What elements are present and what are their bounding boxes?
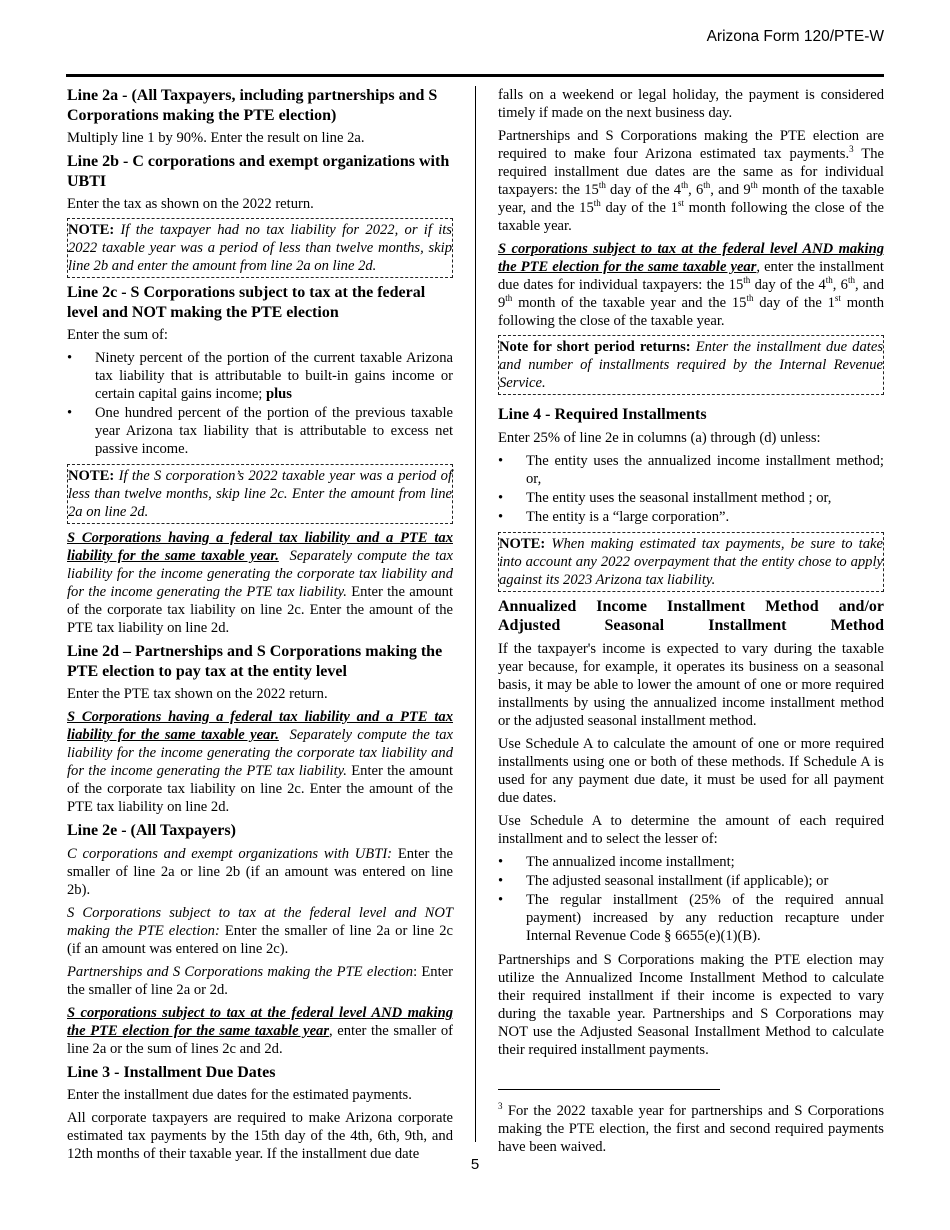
body-text: Enter the amount of the corporate tax liability on line 2c. Enter the amount of the PTE tax liability on line 2d. [67, 584, 453, 636]
para-line-2d: Enter the PTE tax shown on the 2022 return. [67, 686, 328, 702]
list-item: • The adjusted seasonal installment (if applicable); or [498, 872, 884, 890]
note-label: NOTE: [68, 222, 115, 238]
list-line-4 [498, 452, 884, 526]
superscript: th [593, 198, 601, 209]
superscript: th [847, 275, 855, 286]
list-item: • The entity uses the annualized income installment method; or, [498, 452, 884, 488]
body-text: day of the 1 [753, 295, 835, 311]
list-annualized [498, 853, 884, 945]
emphasis-text: S corporations subject to tax at the federal level AND making the PTE election for the same taxable year [67, 1004, 453, 1039]
superscript: st [834, 293, 841, 304]
plus-label: plus [266, 386, 292, 402]
emphasis-text: S corporations subject to tax at the federal level AND making the PTE election for the same taxable year [498, 241, 884, 275]
superscript: th [681, 180, 689, 191]
para-annualized-4: Partnerships and S Corporations making the PTE election may utilize the Annualized Income Installment Method to calculate their required installment if their income is expected to vary during the taxable year. Partnerships and S Corporations may NOT use the Adjusted Seasonal Installment Method to calculate their required installment payments. [498, 951, 884, 1058]
list-item [67, 404, 453, 458]
form-title: Arizona Form 120/PTE-W [706, 28, 884, 45]
body-text: month following the close of the taxable year. [498, 295, 884, 329]
note-text: If the S corporation’s 2022 taxable year was a period of less than twelve months, skip line 2c. Enter the amount from line 2a on line 2d. [68, 468, 452, 520]
note-text: If the taxpayer had no tax liability for 2022, or if its 2022 taxable year was a period of less than twelve months, skip line 2b and enter the amount from line 2a on line 2d. [68, 222, 452, 274]
list-item-text: One hundred percent of the portion of the previous taxable year Arizona tax liability that is attributable to excess net passive income. [95, 405, 453, 457]
note-box-short-period [498, 335, 884, 395]
para-line-4: Enter 25% of line 2e in columns (a) through (d) unless: [498, 429, 821, 446]
scorp-para-1 [67, 529, 453, 637]
body-text: Enter the smaller of line 2a or line 2c (if an amount was entered on line 2c). [67, 922, 453, 957]
para-annualized-3: Use Schedule A to determine the amount of each required installment and to select the lesser of: [498, 812, 884, 847]
body-text: , enter the smaller of line 2a or the sum of lines 2c and 2d. [67, 1022, 453, 1057]
para-line-2c: Enter the sum of: [67, 327, 168, 343]
superscript: th [746, 293, 754, 304]
list-item [67, 349, 453, 403]
para-annualized-1: If the taxpayer's income is expected to vary during the taxable year because, for example, it operates its business on a seasonal basis, it may be able to lower the amount of one or more required installments by using the annualized income installment method or the adjusted seasonal installment method. [498, 640, 884, 729]
body-text: , 6 [688, 182, 704, 198]
footnote-number: 3 [498, 1100, 503, 1111]
superscript: th [505, 293, 513, 304]
list-2c [67, 349, 453, 458]
body-text: , 6 [832, 277, 848, 293]
footnote-rule [498, 1089, 720, 1090]
italic-text: S Corporations subject to tax at the federal level and NOT making the PTE election: [67, 904, 453, 939]
heading-line-2a: Line 2a - (All Taxpayers, including partnerships and S Corporations making the PTE election) [67, 87, 438, 124]
para-line-2a: Multiply line 1 by 90%. Enter the result on line 2a. [67, 130, 365, 146]
superscript: th [743, 275, 751, 286]
list-item-text: Ninety percent of the portion of the current taxable Arizona tax liability that is attributable to built-in gains income or certain capital gains income; [95, 350, 453, 402]
list-item: • The regular installment (25% of the required annual payment) increased by any reduction recapture under Internal Revenue Code § 6655(e)(1)(B). [498, 891, 884, 945]
body-text: Enter the amount of the corporate tax liability on line 2c. Enter the amount of the PTE tax liability on line 2d. [67, 763, 453, 815]
list-item: • The entity is a “large corporation”. [498, 508, 884, 526]
body-text: Enter the smaller of line 2a or line 2b (if an amount was entered on line 2b). [67, 845, 453, 898]
note-label: NOTE: [68, 468, 115, 484]
note-label: NOTE: [499, 535, 546, 552]
list-item: • The entity uses the seasonal installment method ; or, [498, 489, 884, 507]
para-annualized-2: Use Schedule A to calculate the amount of one or more required installments using one or both of these methods. If Schedule A is used for any payment due date, it must be used for all payment due dates. [498, 735, 884, 806]
para-2e-scorp [67, 904, 453, 958]
body-text: , enter the installment due dates for individual taxpayers: the 15 [498, 259, 884, 293]
para-line-2b: Enter the tax as shown on the 2022 return. [67, 196, 314, 212]
footnote [498, 1102, 884, 1156]
note-label: Note for short period returns: [499, 339, 691, 355]
para-2e-scorp-pte [67, 1004, 453, 1058]
emphasis-text: S Corporations having a federal tax liability and a PTE tax liability for the same taxable year. [67, 709, 453, 743]
list-item: • The annualized income installment; [498, 853, 884, 871]
note-text: When making estimated tax payments, be sure to take into account any 2022 overpayment that the entity chose to apply against its 2023 Arizona tax liability. [499, 535, 883, 588]
note-box-overpayment [498, 532, 884, 592]
para-line-3a: Enter the installment due dates for the estimated payments. [67, 1087, 412, 1103]
heading-line-2b: Line 2b - C corporations and exempt organizations with UBTI [67, 153, 450, 190]
body-text: month of the taxable year and the 15 [512, 295, 747, 311]
heading-line-2d: Line 2d – Partnerships and S Corporations making the PTE election to pay tax at the entity level [67, 643, 443, 680]
header-rule [66, 74, 884, 77]
superscript: th [703, 180, 711, 191]
body-text: Partnerships and S Corporations making the PTE election are required to make four Arizona estimated tax payments. [498, 128, 884, 162]
emphasis-text: S Corporations having a federal tax liability and a PTE tax liability for the same taxable year. [67, 530, 453, 564]
body-text: , and 9 [498, 277, 884, 311]
body-text: month of the taxable year, and the 15 [498, 182, 885, 216]
italic-text: Partnerships and S Corporations making the PTE election [67, 963, 414, 980]
para-scorp-due-dates [498, 240, 884, 330]
para-pte-due-dates [498, 127, 884, 235]
italic-text: C corporations and exempt organizations with UBTI: [67, 845, 393, 862]
superscript: th [598, 180, 606, 191]
italic-text: Separately compute the tax liability for the income generating the corporate tax liability and for the income generating the PTE tax liability. [67, 727, 454, 779]
para-2e-ccorp [67, 845, 453, 899]
heading-line-2e: Line 2e - (All Taxpayers) [67, 822, 236, 839]
body-text: month following the close of the taxable year. [498, 200, 884, 234]
italic-text: Separately compute the tax liability for the income generating the corporate tax liability and for the income generating the PTE tax liability. [67, 548, 454, 600]
superscript: st [677, 198, 684, 209]
heading-text: Annualized Income Installment Method and/or Adjusted Seasonal Installment Method [498, 597, 884, 634]
right-column [498, 86, 884, 1161]
body-text: : Enter the smaller of line 2a or 2d. [67, 963, 453, 998]
left-column [67, 86, 453, 1168]
scorp-para-2 [67, 708, 453, 816]
body-text: day of the 1 [600, 200, 678, 216]
superscript: th [750, 180, 758, 191]
para-continued: falls on a weekend or legal holiday, the payment is considered timely if made on the next business day. [498, 87, 884, 121]
heading-line-2c: Line 2c - S Corporations subject to tax at the federal level and NOT making the PTE election [67, 284, 426, 321]
body-text: day of the 4 [750, 277, 826, 293]
heading-line-3: Line 3 - Installment Due Dates [67, 1063, 276, 1081]
footnote-ref: 3 [849, 144, 854, 155]
heading-annualized [498, 597, 884, 636]
body-text: The required installment due dates are the same as for individual taxpayers: the 15 [498, 146, 884, 198]
superscript: th [825, 275, 833, 286]
note-text: Enter the installment due dates and number of installments required by the Internal Revenue Service. [499, 339, 883, 391]
para-2e-pte [67, 963, 453, 999]
page-number: 5 [470, 1156, 480, 1173]
footnote-text: For the 2022 taxable year for partnerships and S Corporations making the PTE election, the first and second required payments have been waived. [498, 1102, 884, 1155]
column-divider [475, 86, 476, 1142]
note-box-2b [67, 218, 453, 278]
body-text: day of the 4 [605, 182, 682, 198]
body-text: , and 9 [710, 182, 751, 198]
heading-line-4: Line 4 - Required Installments [498, 406, 707, 423]
note-box-2c [67, 464, 453, 524]
para-line-3b: All corporate taxpayers are required to make Arizona corporate estimated tax payments by the 15th day of the 4th, 6th, 9th, and 12th months of their taxable year. If the installment due date [67, 1110, 453, 1162]
